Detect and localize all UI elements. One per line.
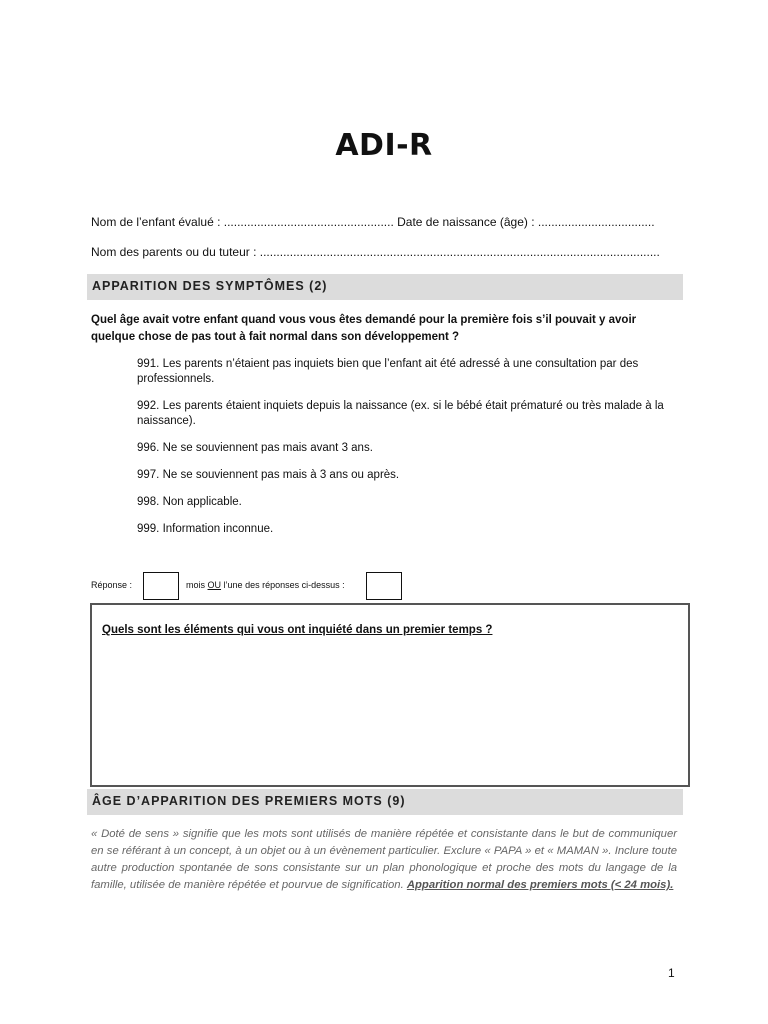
option-998: 998. Non applicable. [137, 496, 242, 508]
option-992: 992. Les parents étaient inquiets depuis la naissance (ex. si le bébé était prématuré ou très malade à la naissance). [137, 400, 664, 427]
page-title: ADI-R [335, 128, 433, 163]
parents-name-line: Nom des parents ou du tuteur : ........................................................................................................................ [91, 245, 660, 259]
concerns-answer-frame[interactable] [90, 603, 690, 787]
code-answer-box[interactable] [366, 572, 402, 600]
section-header-symptoms [87, 274, 683, 300]
option-996: 996. Ne se souviennent pas mais avant 3 ans. [137, 442, 373, 454]
answer-options-list [137, 357, 681, 549]
onset-question: Quel âge avait votre enfant quand vous vous êtes demandé pour la première fois s’il pouvait y avoir quelque chose de pas tout à fait normal dans son développement ? [91, 314, 637, 343]
definition-emphasis: Apparition normal des premiers mots (< 24 mois). [406, 879, 674, 891]
section-title-symptoms: APPARITION DES SYMPTÔMES (2) [92, 279, 328, 293]
child-name-and-birthdate-line: Nom de l’enfant évalué : ................................................... Date de naissance (âge) : ................................... [91, 215, 655, 229]
answer-alternative-text: l’une des réponses ci-dessus : [223, 580, 345, 590]
answer-middle-text [186, 580, 345, 590]
option-999: 999. Information inconnue. [137, 523, 274, 535]
answer-ou-text: OU [207, 580, 222, 590]
answer-label: Réponse : [91, 580, 133, 590]
definition-text: « Doté de sens » signifie que les mots sont utilisés de manière répétée et consistante dans le but de communiquer en se référant à un concept, à un objet ou à un évènement particulier. Exclure « PAPA » et « MAMAN ». Inclure toute autre production spontanée de sons consistante sur un plan phonologique et proche des mots du langage de la famille, utilisée de manière répétée et pourvue de signification. [91, 828, 677, 891]
first-words-definition [91, 826, 677, 894]
answer-mois-text: mois [186, 580, 206, 590]
option-991: 991. Les parents n’étaient pas inquiets bien que l’enfant ait été adressé à une consultation par des professionnels. [137, 358, 639, 385]
concerns-question: Quels sont les éléments qui vous ont inquiété dans un premier temps ? [102, 624, 493, 636]
page-number: 1 [668, 966, 675, 980]
section-title-first-words: ÂGE D’APPARITION DES PREMIERS MOTS (9) [92, 794, 406, 808]
months-answer-box[interactable] [143, 572, 179, 600]
option-997: 997. Ne se souviennent pas mais à 3 ans ou après. [137, 469, 400, 481]
section-header-first-words [87, 789, 683, 815]
